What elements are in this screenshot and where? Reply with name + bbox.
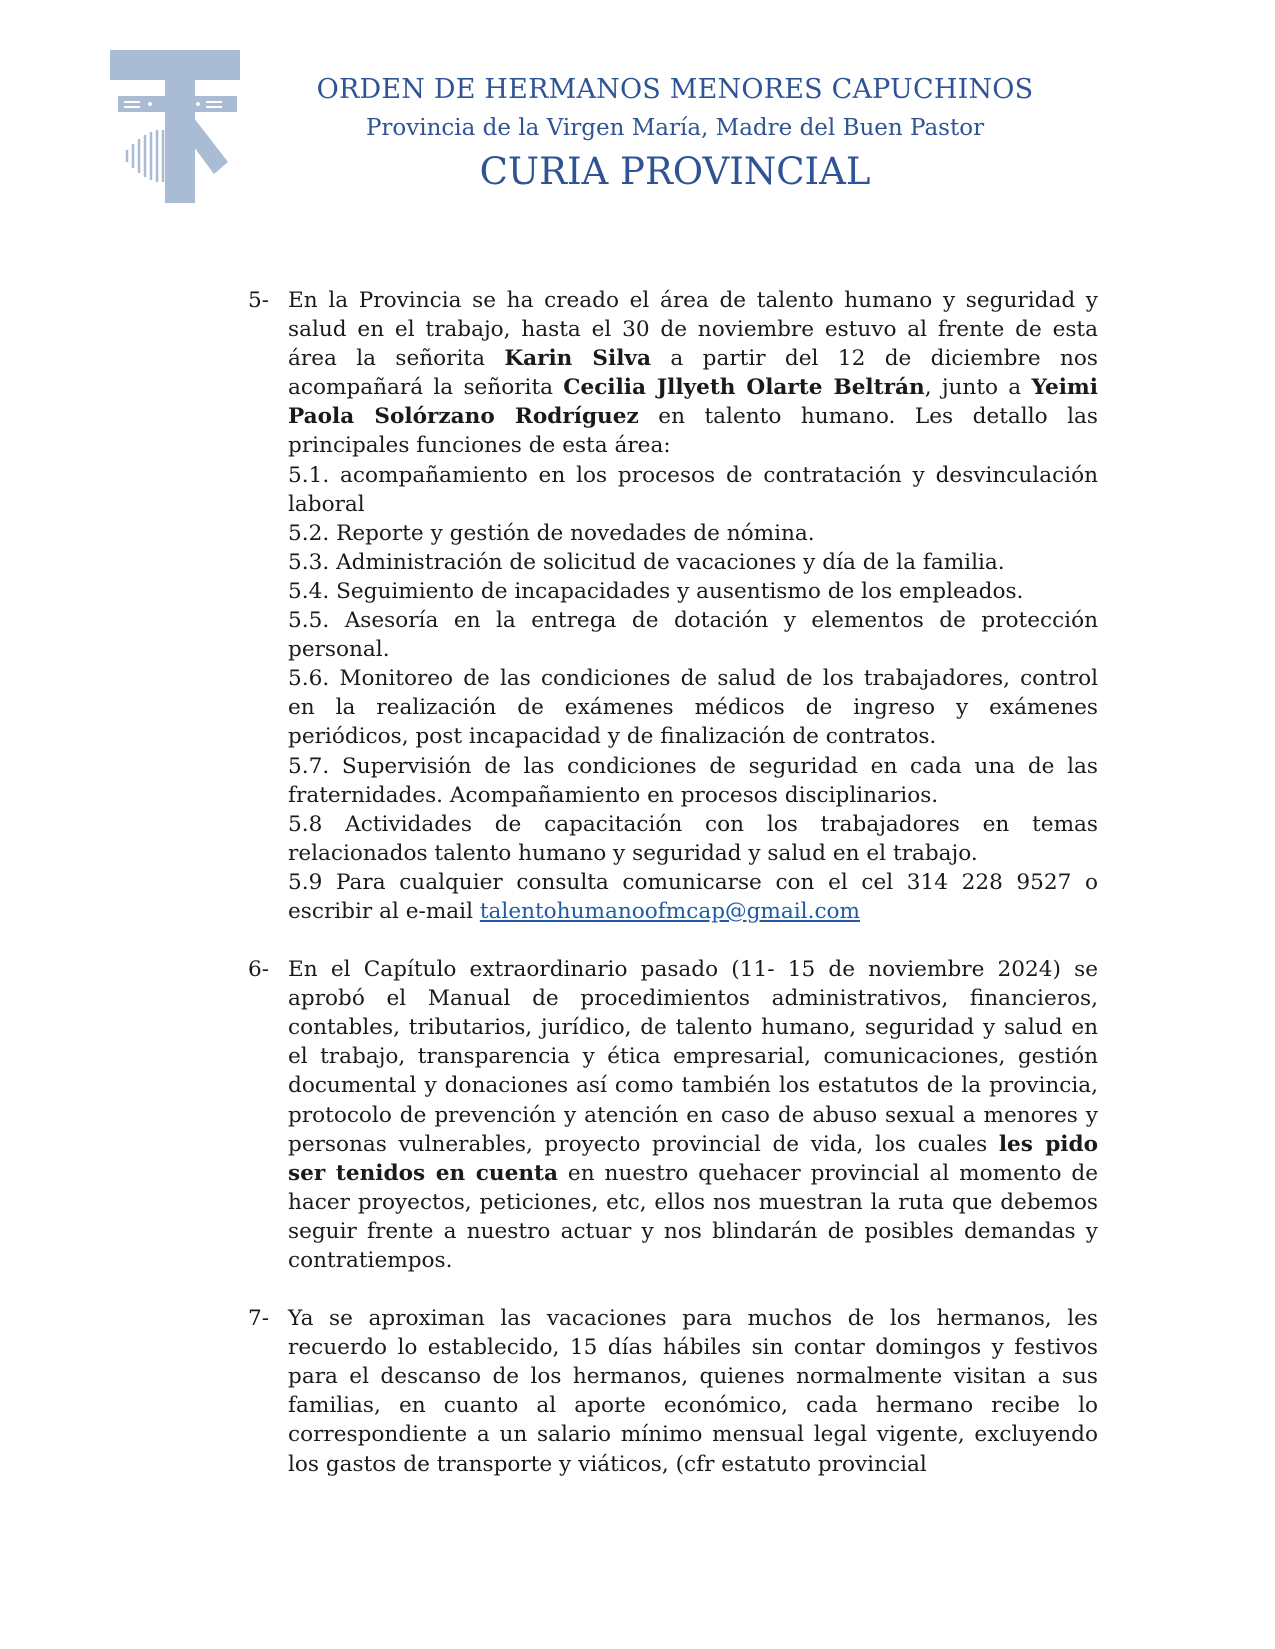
document-body: [248, 286, 1098, 1508]
sub-item: 5.3. Administración de solicitud de vacaciones y día de la familia.: [288, 549, 1005, 575]
list-item-7: [248, 1304, 1098, 1479]
sub-item: 5.8 Actividades de capacitación con los trabajadores en temas relacionados talento humano y seguridad y salud en el trabajo.: [288, 811, 1098, 866]
bold-emphasis: les pido ser tenidos en cuenta: [288, 1131, 1098, 1186]
sub-item: 5.1. acompañamiento en los procesos de contratación y desvinculación laboral: [288, 462, 1098, 517]
sub-item: 5.9 Para cualquier consulta comunicarse con el cel 314 228 9527 o escribir al e-mail talentohumanoofmcap@gmail.com: [288, 869, 1098, 924]
email-link[interactable]: talentohumanoofmcap@gmail.com: [479, 898, 861, 924]
sub-item: 5.6. Monitoreo de las condiciones de salud de los trabajadores, control en la realización de exámenes médicos de ingreso y exámenes periódicos, post incapacidad y de finalización de contratos.: [288, 666, 1098, 750]
item-paragraph: En la Provincia se ha creado el área de talento humano y seguridad y salud en el trabajo, hasta el 30 de noviembre estuvo al frente de esta área la señorita Karin Silva a partir del 12 de diciembre nos acompañará la señorita Cecilia Jllyeth Olarte Beltrán, junto a Yeimi Paola Solórzano Rodríguez en talento humano. Les detallo las principales funciones de esta área:: [288, 288, 1098, 459]
bold-name: Cecilia Jllyeth Olarte Beltrán: [563, 375, 925, 401]
sub-item: 5.4. Seguimiento de incapacidades y ausentismo de los empleados.: [288, 578, 1024, 604]
item-paragraph: Ya se aproximan las vacaciones para muchos de los hermanos, les recuerdo lo establecido, 15 días hábiles sin contar domingos y festivos para el descanso de los hermanos, quienes normalmente visitan a sus familias, en cuanto al aporte económico, cada hermano recibe lo correspondiente a un salario mínimo mensual legal vigente, excluyendo los gastos de transporte y viáticos, (cfr estatuto provincial: [288, 1306, 1098, 1477]
bold-name: Karin Silva: [504, 346, 651, 372]
item-number: 6-: [248, 957, 270, 983]
province-name: Provincia de la Virgen María, Madre del Buen Pastor: [365, 115, 985, 141]
list-item-5: [248, 286, 1098, 926]
item-paragraph: En el Capítulo extraordinario pasado (11- 15 de noviembre 2024) se aprobó el Manual de procedimientos administrativos, financieros, contables, tributarios, jurídico, de talento humano, seguridad y salud en el trabajo, transparencia y ética empresarial, comunicaciones, gestión documental y donaciones así como también los estatutos de la provincia, protocolo de prevención y atención en caso de abuso sexual a menores y personas vulnerables, proyecto provincial de vida, los cuales les pido ser tenidos en cuenta en nuestro quehacer provincial al momento de hacer proyectos, peticiones, etc, ellos nos muestran la ruta que debemos seguir frente a nuestro actuar y nos blindarán de posibles demandas y contratiempos.: [288, 957, 1098, 1273]
sub-item: 5.5. Asesoría en la entrega de dotación y elementos de protección personal.: [288, 608, 1098, 663]
sub-item: 5.7. Supervisión de las condiciones de seguridad en cada una de las fraternidades. Acompañamiento en procesos disciplinarios.: [288, 753, 1098, 808]
bold-name: Yeimi Paola Solórzano Rodríguez: [288, 375, 1098, 430]
sub-item: 5.2. Reporte y gestión de novedades de nómina.: [288, 520, 815, 546]
item-number: 5-: [248, 288, 270, 313]
list-item-6: [248, 955, 1098, 1275]
item-number: 7-: [248, 1306, 270, 1332]
order-logo-icon: [110, 50, 245, 205]
curia-title: CURIA PROVINCIAL: [479, 150, 871, 193]
org-name: ORDEN DE HERMANOS MENORES CAPUCHINOS: [316, 74, 1034, 105]
